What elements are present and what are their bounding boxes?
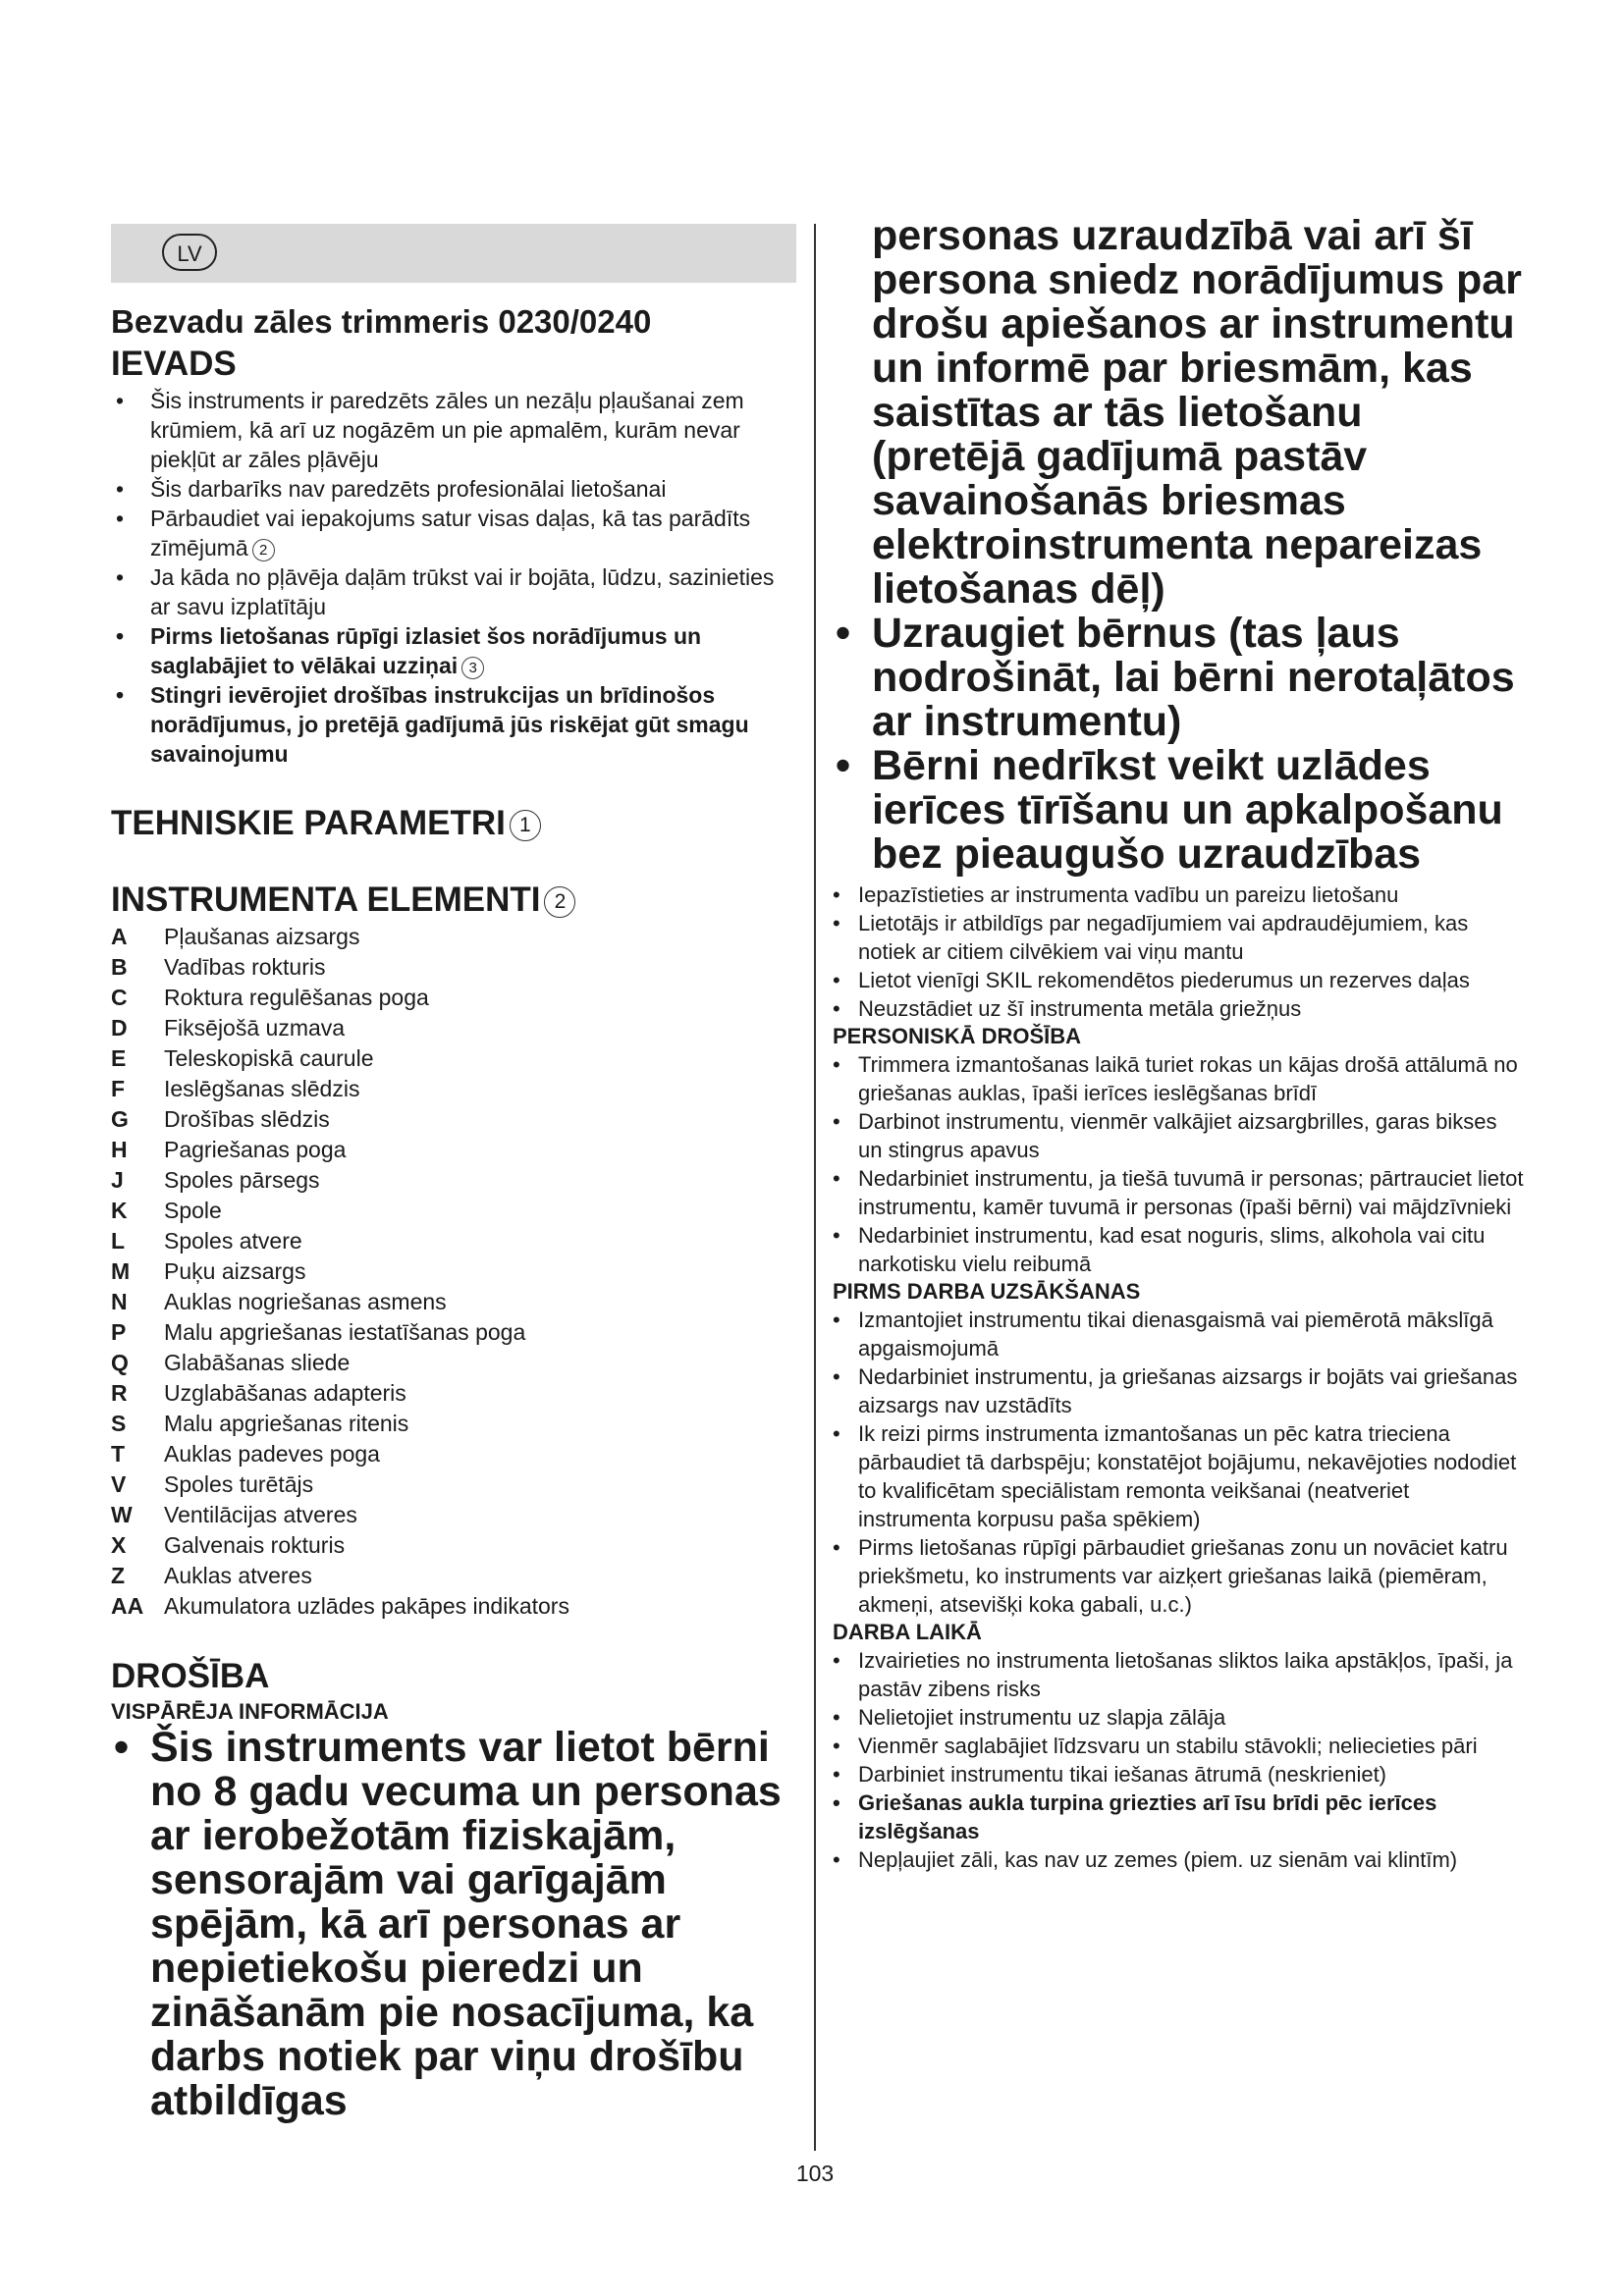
warning-continuation: personas uzraudzībā vai arī šī persona sniedz norādījumus par drošu apiešanos ar instrumentu un informē par briesmām, kas saistītas ar tās lietošanu (pretējā gadījumā pastāv savainošanās briesmas elektroinstrumenta nepareizas lietošanas dēļ) — [872, 212, 1522, 613]
element-label: Auklas padeves poga — [164, 1441, 380, 1467]
list-item: • Bērni nedrīkst veikt uzlādes ierīces tīrīšanu un apkalpošanu bez pieaugušo uzraudzības — [833, 744, 1525, 877]
personal-safety-list — [833, 1050, 1525, 1278]
element-label: Malu apgriešanas ritenis — [164, 1411, 409, 1436]
list-item: • Trimmera izmantošanas laikā turiet rokas un kājas drošā attālumā no griešanas auklas, īpaši ierīces ieslēgšanas brīdī — [833, 1050, 1525, 1107]
element-key: V — [111, 1471, 127, 1497]
element-row — [111, 1439, 796, 1469]
element-row — [111, 1165, 796, 1196]
element-key: W — [111, 1502, 133, 1527]
element-row — [111, 922, 796, 952]
list-item: • Izmantojiet instrumentu tikai dienasgaismā vai piemērotā mākslīgā apgaismojumā — [833, 1306, 1525, 1362]
element-key: B — [111, 954, 128, 980]
figure-reference: 3 — [461, 657, 484, 679]
element-row — [111, 1226, 796, 1256]
element-label: Drošības slēdzis — [164, 1106, 330, 1132]
before-work-list — [833, 1306, 1525, 1619]
element-row — [111, 1013, 796, 1043]
element-label: Roktura regulēšanas poga — [164, 985, 429, 1010]
element-row — [111, 1074, 796, 1104]
element-key: X — [111, 1532, 127, 1558]
element-label: Ieslēgšanas slēdzis — [164, 1076, 360, 1101]
element-key: M — [111, 1258, 131, 1284]
element-label: Akumulatora uzlādes pakāpes indikators — [164, 1593, 569, 1619]
element-label: Uzglabāšanas adapteris — [164, 1380, 406, 1406]
general-info-list — [833, 881, 1525, 1023]
element-label: Malu apgriešanas iestatīšanas poga — [164, 1319, 526, 1345]
element-key: J — [111, 1167, 124, 1193]
left-column — [111, 224, 796, 2123]
element-key: D — [111, 1015, 128, 1041]
element-row — [111, 1287, 796, 1317]
list-item: • Neuzstādiet uz šī instrumenta metāla griežņus — [833, 994, 1525, 1023]
element-label: Vadības rokturis — [164, 954, 326, 980]
elements-heading: INSTRUMENTA ELEMENTI 2 — [111, 879, 796, 922]
during-work-list — [833, 1646, 1525, 1874]
list-item: • Lietotājs ir atbildīgs par negadījumiem vai apdraudējumiem, kas notiek ar citiem cilvēkiem vai viņu mantu — [833, 909, 1525, 966]
elements-list — [111, 922, 796, 1622]
figure-reference: 2 — [544, 886, 575, 918]
list-item: • Nelietojiet instrumentu uz slapja zālāja — [833, 1703, 1525, 1732]
list-item: • Nedarbiniet instrumentu, ja griešanas aizsargs ir bojāts vai griešanas aizsargs nav uzstādīts — [833, 1362, 1525, 1419]
element-row — [111, 1500, 796, 1530]
during-work-heading: DARBA LAIKĀ — [833, 1620, 982, 1644]
intro-heading: IEVADS — [111, 345, 237, 383]
element-key: E — [111, 1045, 127, 1071]
element-row — [111, 1104, 796, 1135]
element-key: F — [111, 1076, 126, 1101]
list-item: • Uzraugiet bērnus (tas ļaus nodrošināt, lai bērni nerotaļātos ar instrumentu) — [833, 612, 1525, 744]
figure-reference: 1 — [510, 810, 541, 841]
before-work-heading: PIRMS DARBA UZSĀKŠANAS — [833, 1279, 1141, 1304]
element-key: L — [111, 1228, 126, 1254]
element-row — [111, 1469, 796, 1500]
list-item: • Stingri ievērojiet drošības instrukcijas un brīdinošos norādījumus, jo pretējā gadījumā jūs riskējat gūt smagu savainojumu — [111, 680, 796, 769]
element-key: C — [111, 985, 128, 1010]
list-item: • Iepazīstieties ar instrumenta vadību un pareizu lietošanu — [833, 881, 1525, 909]
element-row — [111, 952, 796, 983]
element-label: Spoles atvere — [164, 1228, 302, 1254]
element-label: Spoles turētājs — [164, 1471, 314, 1497]
element-key: P — [111, 1319, 127, 1345]
tech-heading: TEHNISKIE PARAMETRI 1 — [111, 802, 796, 845]
list-item: • Šis instruments ir paredzēts zāles un nezāļu pļaušanai zem krūmiem, kā arī uz nogāzēm un pie apmalēm, kurām nevar piekļūt ar zāles pļāvēju — [111, 386, 796, 474]
element-key: G — [111, 1106, 129, 1132]
list-item: • Pirms lietošanas rūpīgi izlasiet šos norādījumus un saglabājiet to vēlākai uzziņai 3 — [111, 621, 796, 680]
figure-reference: 2 — [252, 539, 275, 561]
element-label: Puķu aizsargs — [164, 1258, 306, 1284]
element-label: Ventilācijas atveres — [164, 1502, 357, 1527]
element-label: Pļaušanas aizsargs — [164, 924, 360, 949]
element-label: Spole — [164, 1198, 222, 1223]
element-label: Galvenais rokturis — [164, 1532, 346, 1558]
page-number: 103 — [795, 2161, 835, 2186]
element-label: Auklas nogriešanas asmens — [164, 1289, 447, 1314]
general-warning-list — [111, 1726, 796, 2123]
element-row — [111, 1196, 796, 1226]
list-item: • Pirms lietošanas rūpīgi pārbaudiet griešanas zonu un novāciet katru priekšmetu, ko instruments var aizķert griešanas laikā (piemēram, akmeņi, atsevišķi koka gabali, u.c.) — [833, 1533, 1525, 1619]
element-key: Z — [111, 1563, 126, 1588]
element-key: Q — [111, 1350, 129, 1375]
list-item: • Darbiniet instrumentu tikai iešanas ātrumā (neskrieniet) — [833, 1760, 1525, 1789]
element-key: N — [111, 1289, 128, 1314]
element-key: R — [111, 1380, 128, 1406]
element-label: Teleskopiskā caurule — [164, 1045, 374, 1071]
list-item: • Šis darbarīks nav paredzēts profesionālai lietošanai — [111, 474, 796, 504]
element-row — [111, 1317, 796, 1348]
list-item: • Nepļaujiet zāli, kas nav uz zemes (piem. uz sienām vai klintīm) — [833, 1845, 1525, 1874]
right-column — [833, 214, 1525, 1874]
list-item: • Šis instruments var lietot bērni no 8 gadu vecuma un personas ar ierobežotām fiziskajām, sensorajām vai garīgajām spējām, kā arī personas ar nepietiekošu pieredzi un zināšanām pie nosacījuma, ka darbs notiek par viņu drošību atbildīgas — [111, 1726, 796, 2123]
list-item: • Pārbaudiet vai iepakojums satur visas daļas, kā tas parādīts zīmējumā 2 — [111, 504, 796, 562]
element-row — [111, 1561, 796, 1591]
general-info-heading: VISPĀRĒJA INFORMĀCIJA — [111, 1699, 389, 1724]
list-item: • Griešanas aukla turpina griezties arī īsu brīdi pēc ierīces izslēgšanas — [833, 1789, 1525, 1845]
element-label: Fiksējošā uzmava — [164, 1015, 346, 1041]
element-row — [111, 1135, 796, 1165]
element-row — [111, 1043, 796, 1074]
element-key: T — [111, 1441, 126, 1467]
list-item: • Ja kāda no pļāvēja daļām trūkst vai ir bojāta, lūdzu, sazinieties ar savu izplatītāju — [111, 562, 796, 621]
list-item: • Darbinot instrumentu, vienmēr valkājiet aizsargbrilles, garas bikses un stingrus apavus — [833, 1107, 1525, 1164]
element-row — [111, 1530, 796, 1561]
element-row — [111, 983, 796, 1013]
list-item: • Vienmēr saglabājiet līdzsvaru un stabilu stāvokli; neliecieties pāri — [833, 1732, 1525, 1760]
element-label: Pagriešanas poga — [164, 1137, 347, 1162]
element-key: A — [111, 924, 128, 949]
intro-list — [111, 386, 796, 769]
list-item: • Izvairieties no instrumenta lietošanas sliktos laika apstākļos, īpaši, ja pastāv zibens risks — [833, 1646, 1525, 1703]
element-row — [111, 1256, 796, 1287]
element-row — [111, 1378, 796, 1409]
element-key: H — [111, 1137, 128, 1162]
list-item: • Ik reizi pirms instrumenta izmantošanas un pēc katra trieciena pārbaudiet tā darbspēju; konstatējot bojājumu, nekavējoties nododiet to kvalificētam speciālistam remonta veikšanai (neatveriet instrumenta korpusu paša spēkiem) — [833, 1419, 1525, 1533]
element-key: AA — [111, 1593, 144, 1619]
element-key: S — [111, 1411, 127, 1436]
language-badge: LV — [162, 234, 217, 271]
safety-heading: DROŠĪBA — [111, 1657, 270, 1695]
document-title: Bezvadu zāles trimmeris 0230/0240 — [111, 303, 652, 340]
language-header-bar — [111, 224, 796, 283]
element-label: Auklas atveres — [164, 1563, 312, 1588]
personal-safety-heading: PERSONISKĀ DROŠĪBA — [833, 1024, 1082, 1048]
element-row — [111, 1348, 796, 1378]
element-label: Spoles pārsegs — [164, 1167, 320, 1193]
general-warning-list-continued — [833, 612, 1525, 877]
element-row — [111, 1591, 796, 1622]
list-item: • Nedarbiniet instrumentu, kad esat noguris, slims, alkohola vai citu narkotisku vielu reibumā — [833, 1221, 1525, 1278]
list-item: • Lietot vienīgi SKIL rekomendētos piederumus un rezerves daļas — [833, 966, 1525, 994]
element-row — [111, 1409, 796, 1439]
column-divider — [814, 224, 816, 2151]
list-item: • Nedarbiniet instrumentu, ja tiešā tuvumā ir personas; pārtrauciet lietot instrumentu, kamēr tuvumā ir personas (īpaši bērni) vai mājdzīvnieki — [833, 1164, 1525, 1221]
element-key: K — [111, 1198, 128, 1223]
element-label: Glabāšanas sliede — [164, 1350, 351, 1375]
